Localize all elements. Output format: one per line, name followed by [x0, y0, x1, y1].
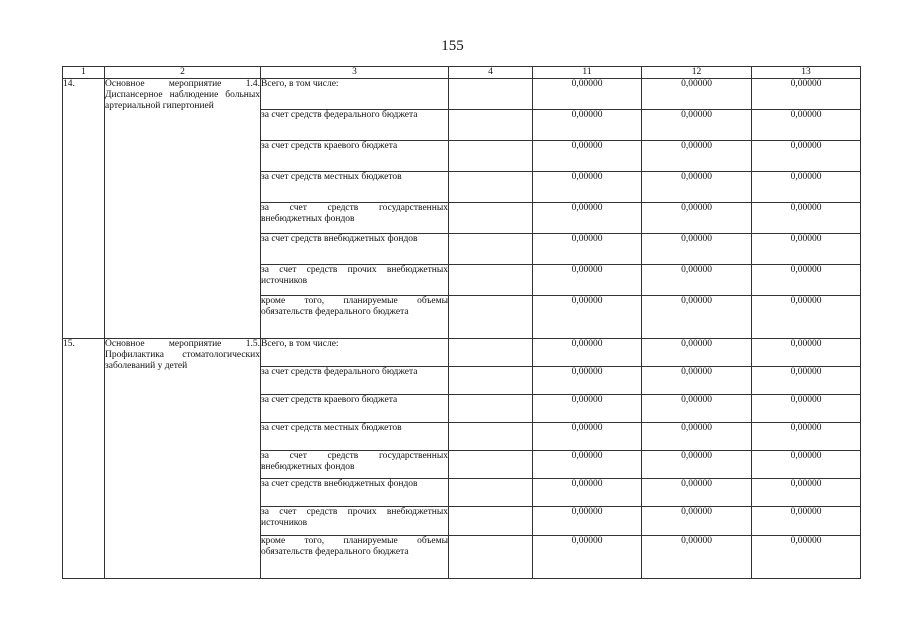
- value-col-11: 0,00000: [533, 79, 642, 110]
- value-col-11: 0,00000: [533, 536, 642, 579]
- header-row: [63, 67, 861, 79]
- col4-cell: [449, 536, 533, 579]
- value-col-12: 0,00000: [642, 203, 752, 234]
- value-col-11: 0,00000: [533, 296, 642, 339]
- header-col-13: 13: [752, 67, 861, 79]
- funding-source: кроме того, планируемые объемы обязательств федерального бюджета: [261, 296, 449, 339]
- col4-cell: [449, 234, 533, 265]
- value-col-12: 0,00000: [642, 536, 752, 579]
- col4-cell: [449, 79, 533, 110]
- funding-source: за счет средств местных бюджетов: [261, 423, 449, 451]
- value-col-11: 0,00000: [533, 172, 642, 203]
- funding-source: Всего, в том числе:: [261, 339, 449, 367]
- value-col-13: 0,00000: [752, 536, 861, 579]
- funding-source: за счет средств прочих внебюджетных источников: [261, 265, 449, 296]
- value-col-12: 0,00000: [642, 234, 752, 265]
- value-col-12: 0,00000: [642, 395, 752, 423]
- value-col-13: 0,00000: [752, 451, 861, 479]
- value-col-12: 0,00000: [642, 423, 752, 451]
- value-col-13: 0,00000: [752, 296, 861, 339]
- funding-source: за счет средств государственных внебюджетных фондов: [261, 203, 449, 234]
- value-col-11: 0,00000: [533, 451, 642, 479]
- value-col-12: 0,00000: [642, 296, 752, 339]
- value-col-12: 0,00000: [642, 79, 752, 110]
- funding-source: Всего, в том числе:: [261, 79, 449, 110]
- value-col-13: 0,00000: [752, 203, 861, 234]
- page-number: 155: [441, 38, 464, 54]
- value-col-11: 0,00000: [533, 507, 642, 536]
- value-col-12: 0,00000: [642, 507, 752, 536]
- funding-source: за счет средств государственных внебюджетных фондов: [261, 451, 449, 479]
- value-col-11: 0,00000: [533, 423, 642, 451]
- value-col-13: 0,00000: [752, 265, 861, 296]
- funding-source: за счет средств краевого бюджета: [261, 141, 449, 172]
- table-row: [63, 79, 861, 110]
- value-col-13: 0,00000: [752, 395, 861, 423]
- col4-cell: [449, 423, 533, 451]
- col4-cell: [449, 367, 533, 395]
- value-col-12: 0,00000: [642, 479, 752, 507]
- value-col-13: 0,00000: [752, 172, 861, 203]
- funding-source: за счет средств внебюджетных фондов: [261, 479, 449, 507]
- funding-source: за счет средств местных бюджетов: [261, 172, 449, 203]
- value-col-13: 0,00000: [752, 339, 861, 367]
- value-col-13: 0,00000: [752, 423, 861, 451]
- value-col-11: 0,00000: [533, 203, 642, 234]
- item-description: Основное мероприятие 1.4. Диспансерное наблюдение больных артериальной гипертонией: [105, 79, 261, 339]
- col4-cell: [449, 479, 533, 507]
- value-col-11: 0,00000: [533, 395, 642, 423]
- header-col-12: 12: [642, 67, 752, 79]
- value-col-12: 0,00000: [642, 339, 752, 367]
- value-col-11: 0,00000: [533, 479, 642, 507]
- funding-source: за счет средств краевого бюджета: [261, 395, 449, 423]
- value-col-11: 0,00000: [533, 339, 642, 367]
- value-col-12: 0,00000: [642, 141, 752, 172]
- budget-table: [62, 66, 861, 579]
- value-col-11: 0,00000: [533, 110, 642, 141]
- funding-source: за счет средств внебюджетных фондов: [261, 234, 449, 265]
- col4-cell: [449, 265, 533, 296]
- item-number: 15.: [63, 339, 105, 579]
- header-col-4: 4: [449, 67, 533, 79]
- table-row: [63, 339, 861, 367]
- value-col-11: 0,00000: [533, 141, 642, 172]
- value-col-13: 0,00000: [752, 141, 861, 172]
- value-col-11: 0,00000: [533, 265, 642, 296]
- value-col-13: 0,00000: [752, 507, 861, 536]
- col4-cell: [449, 507, 533, 536]
- col4-cell: [449, 203, 533, 234]
- value-col-12: 0,00000: [642, 367, 752, 395]
- col4-cell: [449, 110, 533, 141]
- value-col-13: 0,00000: [752, 367, 861, 395]
- col4-cell: [449, 141, 533, 172]
- col4-cell: [449, 172, 533, 203]
- col4-cell: [449, 296, 533, 339]
- value-col-12: 0,00000: [642, 172, 752, 203]
- header-col-11: 11: [533, 67, 642, 79]
- funding-source: за счет средств федерального бюджета: [261, 367, 449, 395]
- value-col-12: 0,00000: [642, 451, 752, 479]
- funding-source: за счет средств федерального бюджета: [261, 110, 449, 141]
- item-number: 14.: [63, 79, 105, 339]
- value-col-12: 0,00000: [642, 265, 752, 296]
- value-col-11: 0,00000: [533, 367, 642, 395]
- value-col-12: 0,00000: [642, 110, 752, 141]
- col4-cell: [449, 339, 533, 367]
- header-col-2: 2: [105, 67, 261, 79]
- value-col-13: 0,00000: [752, 110, 861, 141]
- value-col-13: 0,00000: [752, 234, 861, 265]
- value-col-11: 0,00000: [533, 234, 642, 265]
- funding-source: за счет средств прочих внебюджетных источников: [261, 507, 449, 536]
- header-col-1: 1: [63, 67, 105, 79]
- funding-source: кроме того, планируемые объемы обязательств федерального бюджета: [261, 536, 449, 579]
- item-description: Основное мероприятие 1.5. Профилактика стоматологических заболеваний у детей: [105, 339, 261, 579]
- col4-cell: [449, 395, 533, 423]
- value-col-13: 0,00000: [752, 479, 861, 507]
- col4-cell: [449, 451, 533, 479]
- value-col-13: 0,00000: [752, 79, 861, 110]
- header-col-3: 3: [261, 67, 449, 79]
